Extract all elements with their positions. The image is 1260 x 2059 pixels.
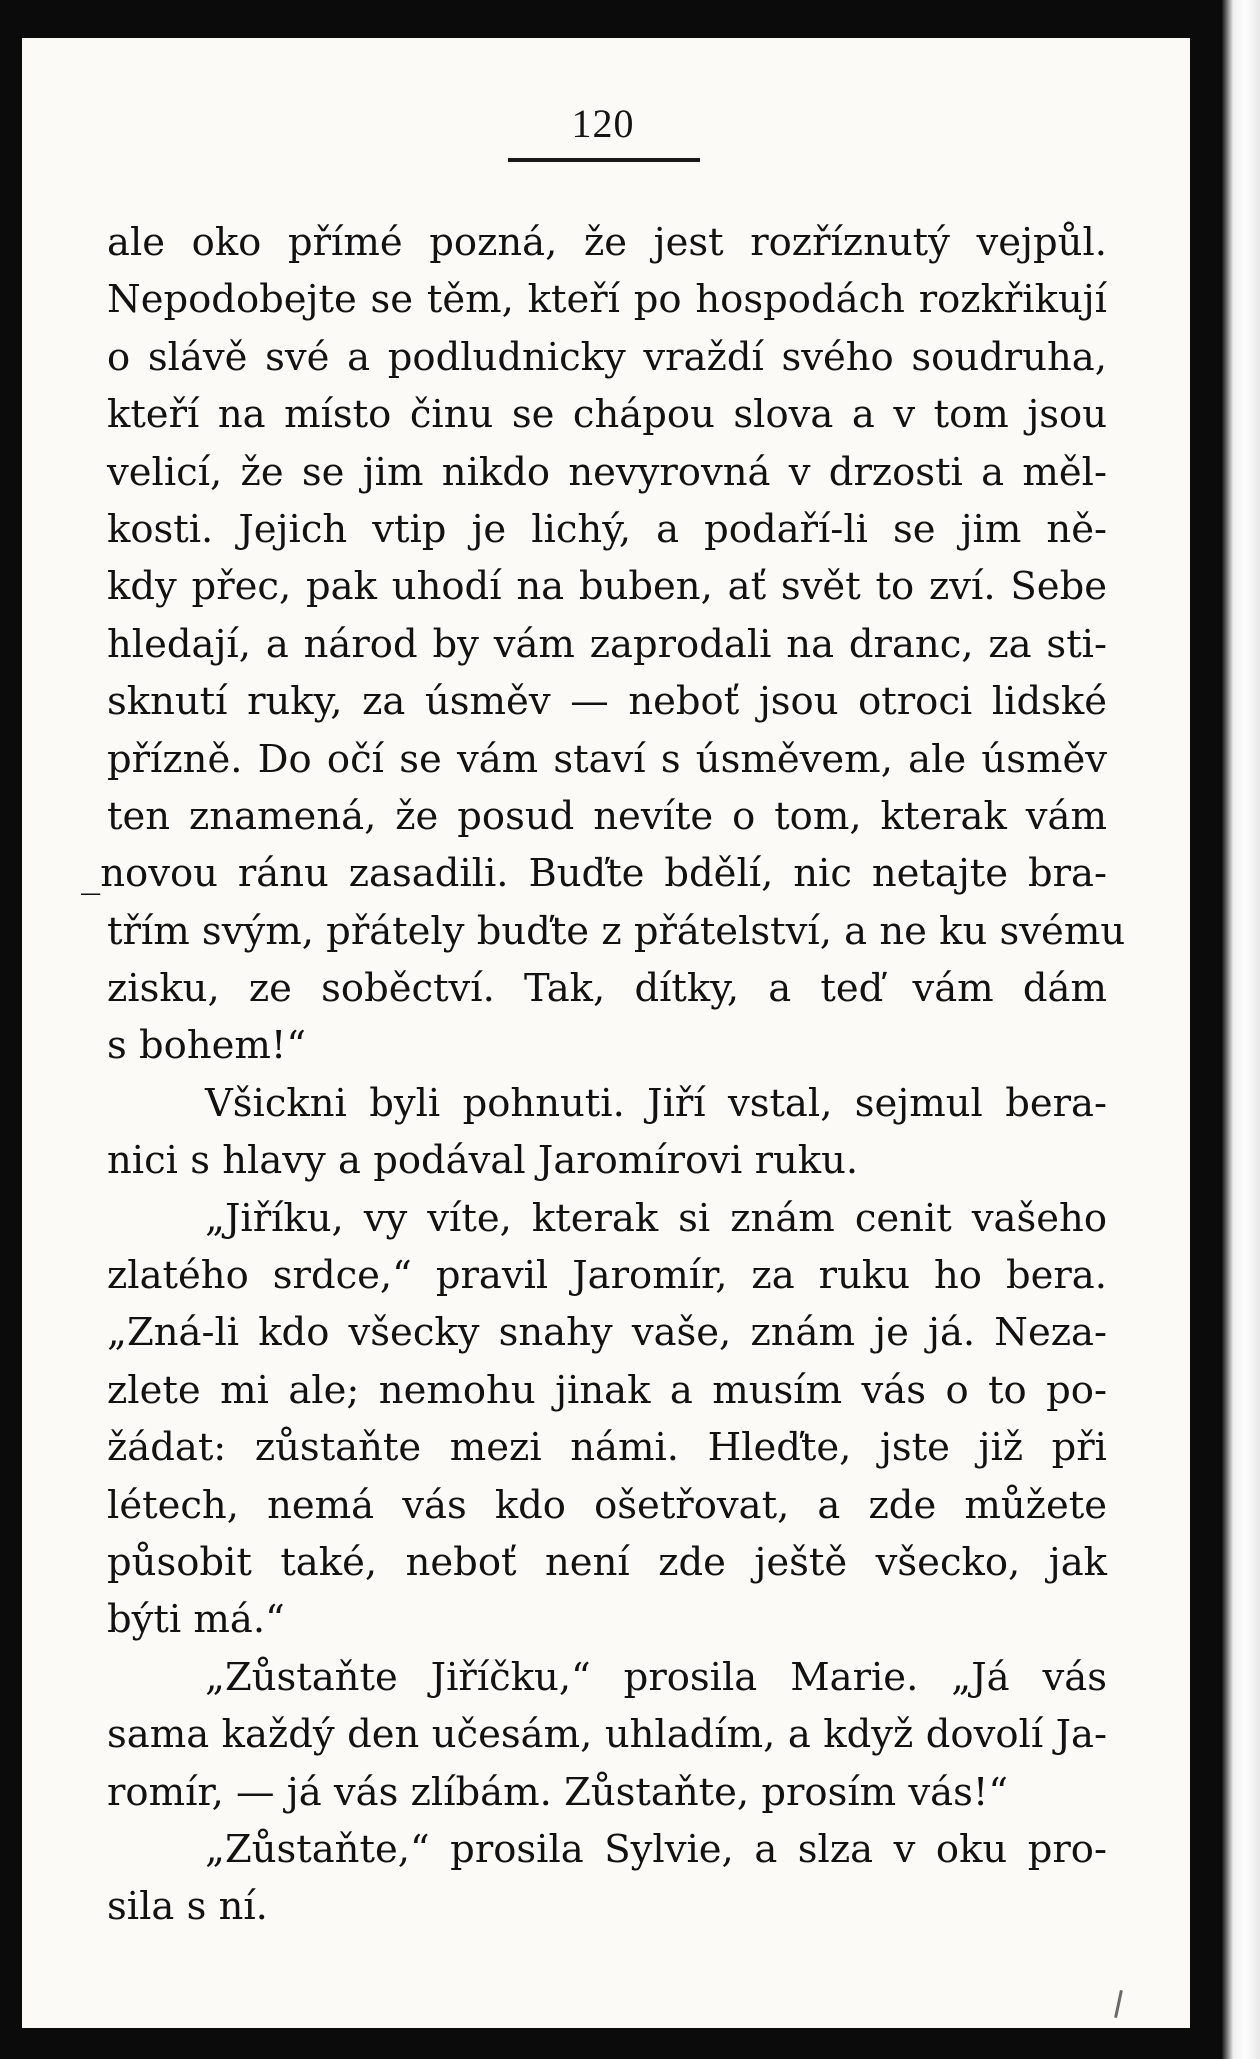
text-line: velicí, že se jim nikdo nevyrovná v drzosti a měl- [107, 449, 1107, 495]
text-line: sila s ní. [107, 1884, 268, 1930]
text-line: kteří na místo činu se chápou slova a v tom jsou [107, 392, 1107, 438]
text-line: sama každý den učesám, uhladím, a když dovolí Ja- [107, 1712, 1107, 1758]
text-line: hledají, a národ by vám zaprodali na dranc, za sti- [107, 621, 1107, 667]
text-line: „Jiříku, vy víte, kterak si znám cenit vašeho [205, 1195, 1107, 1241]
page-number-rule [508, 158, 700, 162]
text-line: Všickni byli pohnuti. Jiří vstal, sejmul bera- [205, 1080, 1107, 1126]
text-line: „Zůstaňte Jiříčku,“ prosila Marie. „Já vás [205, 1654, 1107, 1700]
page-number: 120 [571, 101, 635, 146]
text-line: býti má.“ [107, 1597, 285, 1643]
text-line: zisku, ze soběctví. Tak, dítky, a teď vám dám [107, 966, 1107, 1012]
text-line: přízně. Do očí se vám staví s úsměvem, ale úsměv [107, 736, 1107, 782]
text-line: o slávě své a podludnicky vraždí svého soudruha, [107, 334, 1107, 380]
text-line: zlete mi ale; nemohu jinak a musím vás o to po- [107, 1367, 1107, 1413]
text-line: Nepodobejte se těm, kteří po hospodách rozkřikují [107, 277, 1107, 323]
page-edge [1222, 0, 1260, 2059]
text-line: romír, — já vás zlíbám. Zůstaňte, prosím vás!“ [107, 1769, 1009, 1815]
text-line: ale oko přímé pozná, že jest rozříznutý vejpůl. [107, 220, 1107, 265]
text-line: působit také, neboť není zde ještě všecko, jak [107, 1539, 1107, 1585]
text-line: s bohem!“ [107, 1023, 307, 1069]
text-line: létech, nemá vás kdo ošetřovat, a zde můžete [107, 1482, 1107, 1528]
text-line: kosti. Jejich vtip je lichý, a podaří-li se jim ně- [107, 506, 1107, 552]
text-line: ten znamená, že posud nevíte o tom, kterak vám [107, 793, 1107, 839]
text-line: žádat: zůstaňte mezi námi. Hleďte, jste již při [107, 1425, 1107, 1471]
text-line: nici s hlavy a podával Jaromírovi ruku. [107, 1138, 859, 1184]
text-line: _novou ránu zasadili. Buďte bdělí, nic netajte bra- [81, 851, 1107, 897]
text-line: „Zná-li kdo všecky snahy vaše, znám je já. Neza- [107, 1310, 1107, 1356]
text-line: „Zůstaňte,“ prosila Sylvie, a slza v oku pro- [205, 1826, 1107, 1872]
body-text [81, 214, 1126, 1936]
text-line: sknutí ruky, za úsměv — neboť jsou otroci lidské [107, 679, 1107, 725]
text-line: třím svým, přátely buďte z přátelství, a ne ku svému [107, 908, 1126, 954]
text-line: zlatého srdce,“ pravil Jaromír, za ruku ho bera. [107, 1253, 1107, 1299]
text-line: kdy přec, pak uhodí na buben, ať svět to zví. Sebe [107, 564, 1107, 610]
